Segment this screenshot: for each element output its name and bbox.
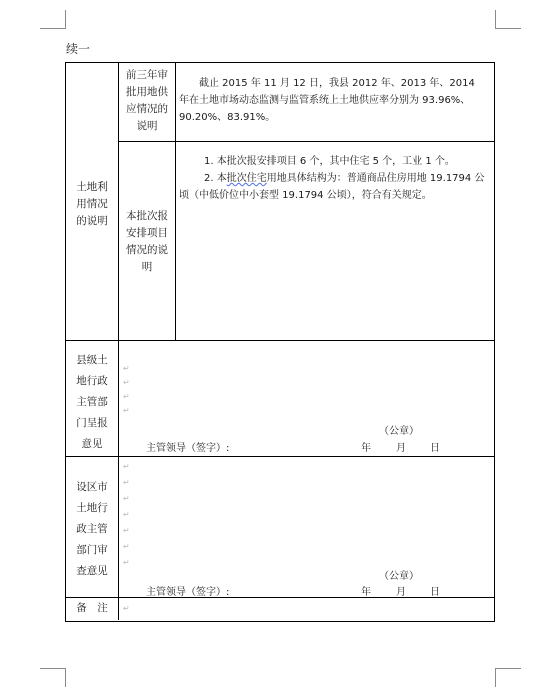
crop-mark-top-right-v [495, 10, 496, 29]
county-year: 年 [361, 443, 371, 454]
paragraph-mark: ↵ [123, 378, 130, 387]
table-divider-v-main [118, 63, 119, 620]
form-table [65, 62, 495, 622]
crop-mark-top-left-h [40, 28, 66, 29]
crop-mark-top-right-h [495, 28, 521, 29]
table-divider-v-sub [175, 63, 176, 340]
batch-line-2-prefix: 2. 本 [204, 173, 227, 184]
land-use-label: 土地利用情况的说明 [76, 181, 108, 227]
paragraph-mark: ↵ [123, 462, 130, 471]
crop-mark-bottom-left-v [65, 668, 66, 687]
county-day: 日 [430, 443, 440, 454]
paragraph-mark: ↵ [123, 526, 130, 535]
city-year: 年 [361, 587, 371, 598]
batch-line-2 [179, 170, 485, 204]
paragraph-mark: ↵ [123, 364, 130, 373]
batch-line-1: 1. 本批次报安排项目 6 个，其中住宅 5 个，工业 1 个。 [204, 156, 455, 167]
batch-label: 本批次报安排项目情况的说明 [126, 210, 168, 273]
supply-text: 截止 2015 年 11 月 12 日，我县 2012 年、2013 年、2014 年在土地市场动态监测与监管系统上土地供应率分别为 93.96%、90.20%、83.91%。 [179, 78, 475, 123]
paragraph-mark: ↵ [123, 494, 130, 503]
paragraph-mark: ↵ [123, 510, 130, 519]
batch-line-2-underlined: 批次住宅 [226, 173, 267, 184]
batch-line-2-suffix: 用地具体结构为：普通商品住房用地 19.1794 公顷（中低价位中小套型 19.1794 公顷），符合有关规定。 [179, 173, 485, 201]
supply-label: 前三年审批用地供应情况的说明 [126, 69, 168, 132]
county-opinion-label: 县级土地行政主管部门呈报意见 [76, 354, 108, 450]
paragraph-mark: ↵ [123, 406, 130, 415]
crop-mark-bottom-right-v [495, 668, 496, 687]
table-divider-h-1 [118, 141, 494, 142]
paragraph-mark: ↵ [123, 478, 130, 487]
crop-mark-top-left-v [65, 10, 66, 29]
paragraph-mark: ↵ [123, 604, 130, 613]
city-month: 月 [396, 587, 406, 598]
batch-text [179, 153, 485, 204]
paragraph-mark: ↵ [123, 392, 130, 401]
county-seal: （公章） [379, 426, 419, 437]
county-month: 月 [396, 443, 406, 454]
city-signer: 主管领导（签字）: [146, 587, 230, 598]
crop-mark-bottom-left-h [40, 668, 66, 669]
crop-mark-bottom-right-h [495, 668, 521, 669]
paragraph-mark: ↵ [123, 558, 130, 567]
city-opinion-label: 设区市土地行政主管部门审查意见 [76, 481, 108, 577]
remarks-label: 备 注 [76, 602, 108, 614]
document-title: 续一 [66, 42, 91, 56]
county-signer: 主管领导（签字）: [146, 443, 230, 454]
table-divider-h-2 [66, 340, 494, 341]
city-seal: （公章） [379, 571, 419, 582]
paragraph-mark: ↵ [123, 542, 130, 551]
city-day: 日 [430, 587, 440, 598]
